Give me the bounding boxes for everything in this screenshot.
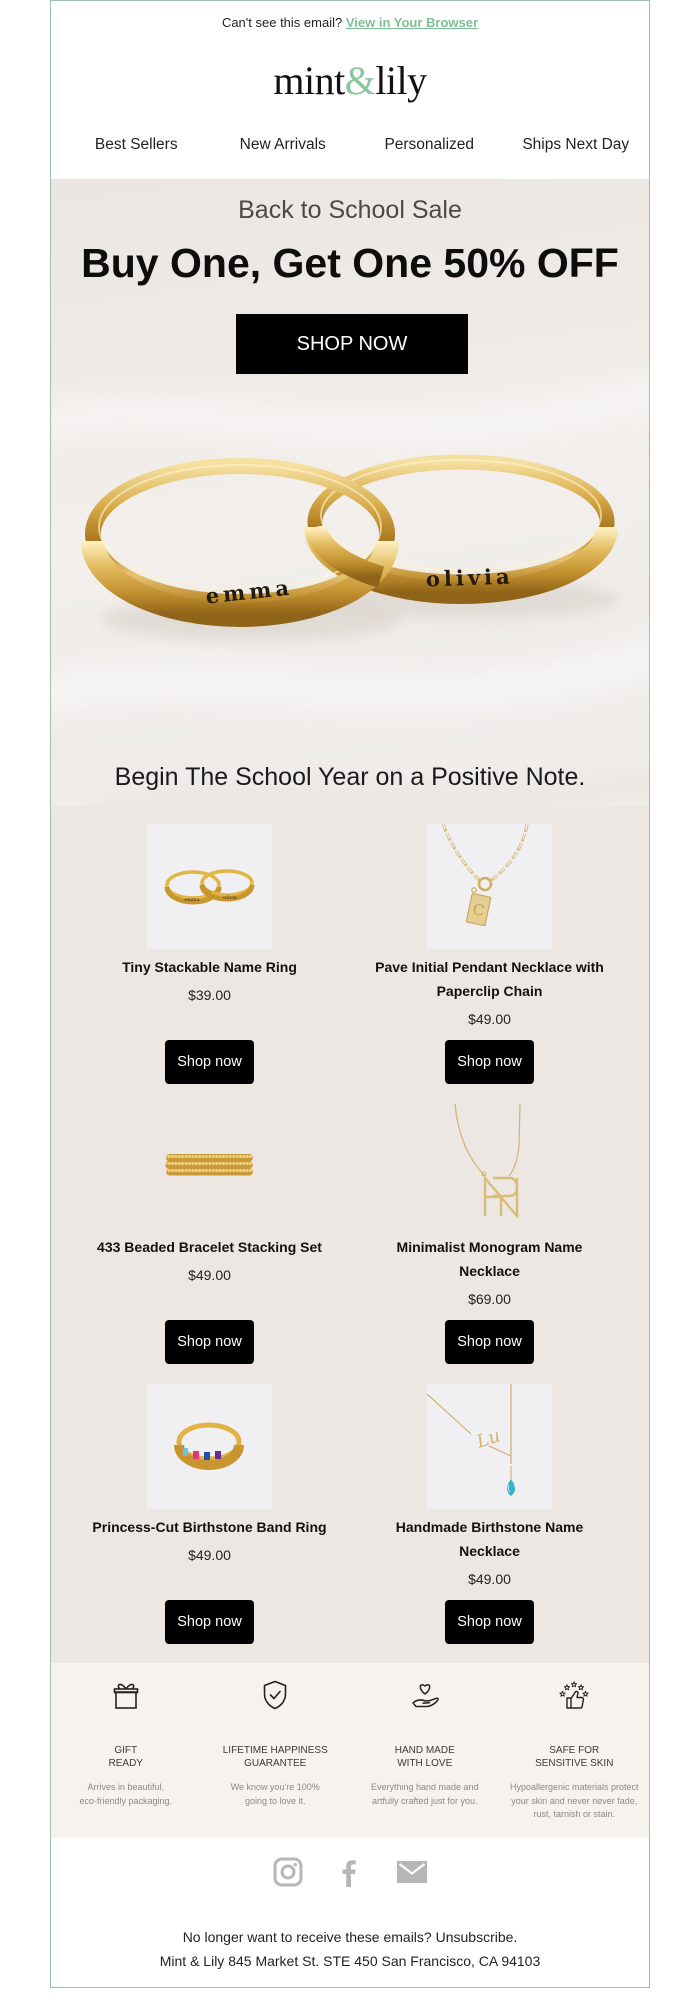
feature-desc-line: Hypoallergenic materials protect <box>509 1782 639 1792</box>
feature-desc-line: going to love it. <box>244 1795 306 1806</box>
heart-hand-icon <box>409 1679 441 1711</box>
product-name[interactable]: Tiny Stackable Name Ring <box>122 959 297 975</box>
features-strip <box>51 1663 649 1838</box>
feature-title-line: GUARANTEE <box>244 1758 307 1769</box>
product-image-birthstone-band-ring[interactable] <box>147 1384 272 1509</box>
unsubscribe-prompt: No longer want to receive these emails? <box>182 1929 432 1945</box>
product-name[interactable]: Handmade Birthstone Name Necklace <box>395 1519 584 1559</box>
product-card <box>70 1104 350 1366</box>
feature-desc-line: rust, tarnish or stain. <box>533 1809 616 1819</box>
product-name[interactable]: Pave Initial Pendant Necklace with Paperclip Chain <box>375 959 604 999</box>
feature-hand-made <box>350 1663 500 1838</box>
nav-new-arrivals[interactable]: New Arrivals <box>239 136 326 153</box>
feature-title <box>51 1744 201 1770</box>
shield-check-icon <box>259 1679 291 1711</box>
product-image-birthstone-name-necklace[interactable] <box>427 1384 552 1509</box>
product-card <box>70 1384 350 1646</box>
feature-desc-line: Arrives in beautiful, <box>87 1782 165 1792</box>
email-footer <box>51 1838 649 1987</box>
shop-now-button[interactable]: Shop now <box>445 1040 534 1084</box>
email-header <box>51 1 649 179</box>
feature-title-line: WITH LOVE <box>397 1758 453 1769</box>
hero-tagline: Begin The School Year on a Positive Note. <box>114 763 586 791</box>
product-info <box>367 955 612 1031</box>
product-name[interactable]: 433 Beaded Bracelet Stacking Set <box>97 1239 322 1255</box>
unsubscribe-line <box>51 1925 649 1949</box>
product-image-pave-initial-necklace[interactable] <box>427 824 552 949</box>
product-card <box>350 1384 630 1646</box>
shop-now-button[interactable]: Shop now <box>165 1600 254 1644</box>
feature-title-line: SAFE FOR <box>549 1745 600 1756</box>
brand-logo[interactable] <box>51 59 649 103</box>
svg-text:emma: emma <box>184 897 200 903</box>
instagram-link[interactable] <box>273 1857 303 1892</box>
feature-title-line: HAND MADE <box>394 1745 455 1756</box>
svg-text:C: C <box>471 900 486 921</box>
product-image-monogram-necklace[interactable] <box>427 1104 552 1229</box>
mail-icon <box>397 1861 427 1883</box>
product-card <box>350 1104 630 1366</box>
preheader <box>51 13 649 33</box>
feature-description <box>350 1781 500 1808</box>
feature-description <box>500 1781 650 1822</box>
main-nav <box>63 134 649 156</box>
product-info <box>87 955 332 1007</box>
product-card <box>350 824 630 1086</box>
feature-description <box>51 1781 201 1808</box>
gift-icon <box>110 1679 142 1711</box>
facebook-icon <box>341 1857 357 1887</box>
feature-title <box>350 1744 500 1770</box>
hero-banner[interactable] <box>51 179 649 807</box>
product-price: $49.00 <box>188 1547 231 1563</box>
unsubscribe-link[interactable]: Unsubscribe. <box>435 1929 518 1945</box>
nav-best-sellers[interactable]: Best Sellers <box>94 136 178 153</box>
product-image-beaded-bracelet-set[interactable] <box>147 1104 272 1229</box>
shop-now-button[interactable]: Shop now <box>445 1600 534 1644</box>
svg-text:olivia: olivia <box>223 895 237 901</box>
product-name[interactable]: Minimalist Monogram Name Necklace <box>396 1239 583 1279</box>
feature-title-line: SENSITIVE SKIN <box>535 1758 614 1769</box>
engraving-olivia: olivia <box>425 563 515 592</box>
email-container <box>50 0 650 1988</box>
feature-title-line: READY <box>108 1758 143 1769</box>
feature-sensitive-skin <box>500 1663 650 1838</box>
product-grid <box>51 806 649 1663</box>
logo-ampersand: & <box>344 58 376 103</box>
logo-part-mint: mint <box>273 58 345 103</box>
product-price: $69.00 <box>468 1291 511 1307</box>
hero-eyebrow: Back to School Sale <box>238 196 462 224</box>
engraving-emma: emma <box>204 574 294 609</box>
footer-text <box>51 1925 649 1973</box>
product-card <box>70 824 350 1086</box>
preheader-text: Can't see this email? <box>221 15 343 30</box>
shop-now-button[interactable]: Shop now <box>165 1320 254 1364</box>
stars-thumbs-up-icon <box>558 1679 590 1711</box>
feature-desc-line: Everything hand made and <box>370 1782 479 1792</box>
product-price: $49.00 <box>468 1011 511 1027</box>
facebook-link[interactable] <box>341 1857 357 1892</box>
logo-part-lily: lily <box>375 58 427 103</box>
nav-ships-next-day[interactable]: Ships Next Day <box>522 136 630 153</box>
product-info <box>87 1235 332 1287</box>
product-price: $49.00 <box>188 1267 231 1283</box>
feature-lifetime-guarantee <box>201 1663 351 1838</box>
svg-text:Lu: Lu <box>474 1425 503 1453</box>
view-in-browser-link[interactable]: View in Your Browser <box>345 15 479 30</box>
feature-title-line: GIFT <box>114 1745 138 1756</box>
nav-personalized[interactable]: Personalized <box>384 136 475 153</box>
product-info <box>367 1515 612 1591</box>
feature-title <box>500 1744 650 1770</box>
company-address: Mint & Lily 845 Market St. STE 450 San Francisco, CA 94103 <box>159 1953 541 1969</box>
hero-headline: Buy One, Get One 50% OFF <box>81 240 619 286</box>
shop-now-button[interactable]: Shop now <box>165 1040 254 1084</box>
product-price: $49.00 <box>468 1571 511 1587</box>
feature-desc-line: eco-friendly packaging. <box>79 1795 173 1806</box>
product-name[interactable]: Princess-Cut Birthstone Band Ring <box>92 1519 327 1535</box>
product-info <box>87 1515 332 1567</box>
instagram-icon <box>273 1857 303 1887</box>
product-image-stackable-name-ring[interactable] <box>147 824 272 949</box>
product-price: $39.00 <box>188 987 231 1003</box>
feature-title <box>201 1744 351 1770</box>
feature-desc-line: artfully crafted just for you. <box>371 1795 478 1806</box>
feature-gift-ready <box>51 1663 201 1838</box>
product-info <box>367 1235 612 1311</box>
feature-description <box>201 1781 351 1808</box>
feature-desc-line: your skin and never never fade, <box>511 1795 638 1806</box>
email-link[interactable] <box>397 1861 427 1888</box>
shop-now-hero-button[interactable]: SHOP NOW <box>236 314 468 374</box>
feature-desc-line: We know you're 100% <box>230 1782 320 1792</box>
feature-title-line: LIFETIME HAPPINESS <box>222 1745 328 1756</box>
shop-now-button[interactable]: Shop now <box>445 1320 534 1364</box>
